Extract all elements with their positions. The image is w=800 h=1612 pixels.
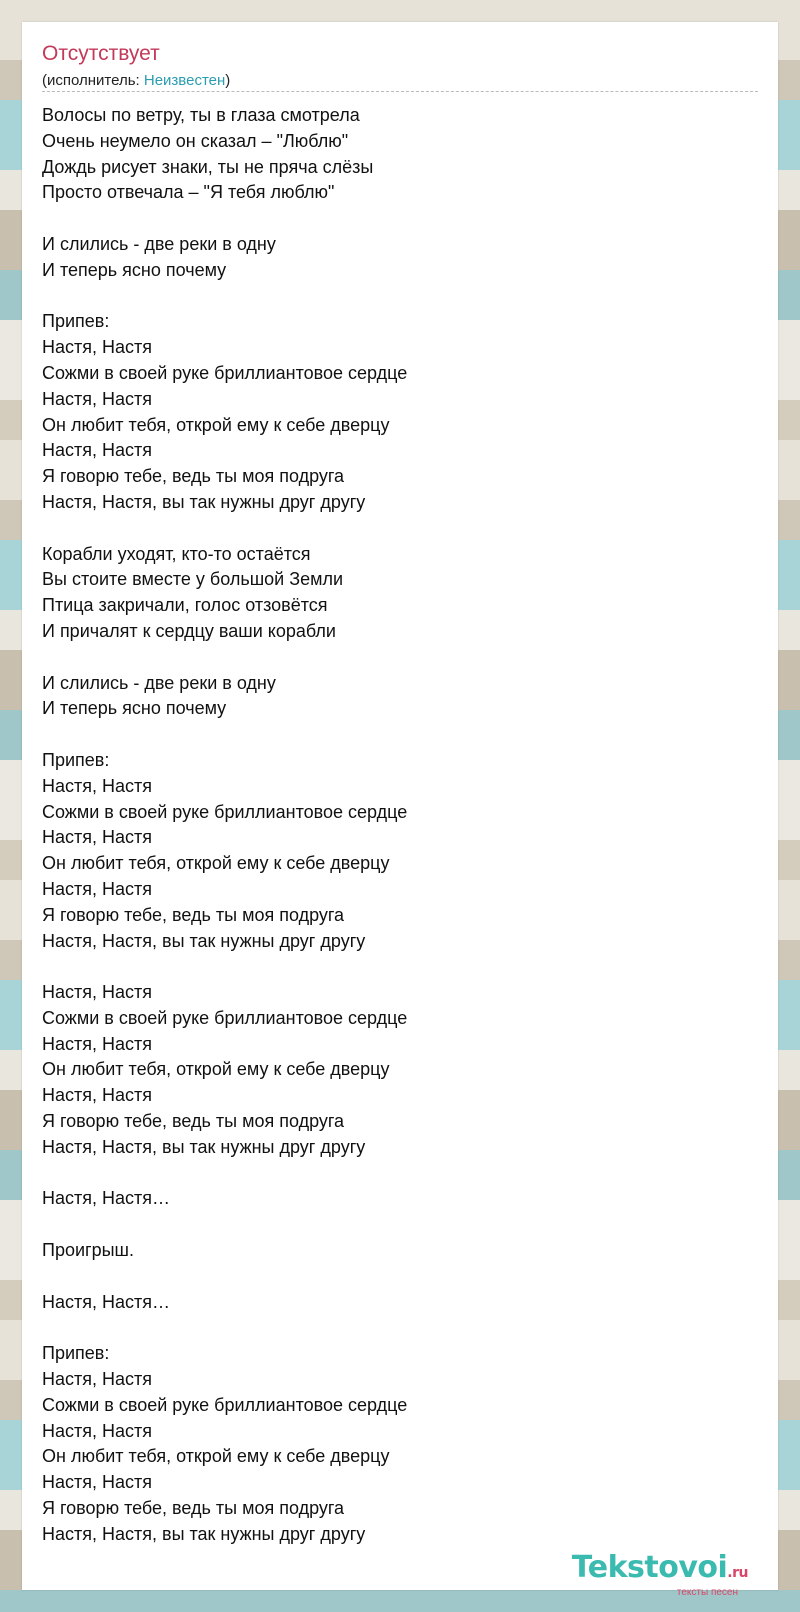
artist-suffix: ) bbox=[225, 72, 231, 89]
divider bbox=[42, 91, 758, 92]
artist-line bbox=[42, 72, 230, 89]
lyrics-text: Волосы по ветру, ты в глаза смотрела Очень неумело он сказал – "Люблю" Дождь рисует знаки, ты не пряча слёзы Просто отвечала – "Я тебя люблю" И слились - две реки в одну И теперь ясно почему Припев: Настя, Настя Сожми в своей руке бриллиантовое сердце Настя, Настя Он любит тебя, открой ему к себе дверцу Настя, Настя Я говорю тебе, ведь ты моя подруга Настя, Настя, вы так нужны друг другу Корабли уходят, кто-то остаётся Вы стоите вместе у большой Земли Птица закричали, голос отзовётся И причалят к сердцу ваши корабли И слились - две реки в одну И теперь ясно почему Припев: Настя, Настя Сожми в своей руке бриллиантовое сердце Настя, Настя Он любит тебя, открой ему к себе дверцу Настя, Настя Я говорю тебе, ведь ты моя подруга Настя, Настя, вы так нужны друг другу Настя, Настя Сожми в своей руке бриллиантовое сердце Настя, Настя Он любит тебя, открой ему к себе дверцу Настя, Настя Я говорю тебе, ведь ты моя подруга Настя, Настя, вы так нужны друг другу Настя, Настя… Проигрыш. Настя, Настя… Припев: Настя, Настя Сожми в своей руке бриллиантовое сердце Настя, Настя Он любит тебя, открой ему к себе дверцу Настя, Настя Я говорю тебе, ведь ты моя подруга Настя, Настя, вы так нужны друг другу bbox=[42, 105, 408, 1544]
logo-subtitle: тексты песен bbox=[676, 1587, 738, 1598]
logo-tld: .ru bbox=[727, 1565, 748, 1581]
artist-link[interactable]: Неизвестен bbox=[143, 72, 226, 89]
logo-main-text: Tekstovoi bbox=[571, 1550, 728, 1585]
artist-prefix: (исполнитель: bbox=[42, 72, 144, 89]
site-logo[interactable] bbox=[572, 1552, 748, 1598]
lyrics-card bbox=[22, 22, 778, 1598]
song-title: Отсутствует bbox=[42, 42, 160, 65]
